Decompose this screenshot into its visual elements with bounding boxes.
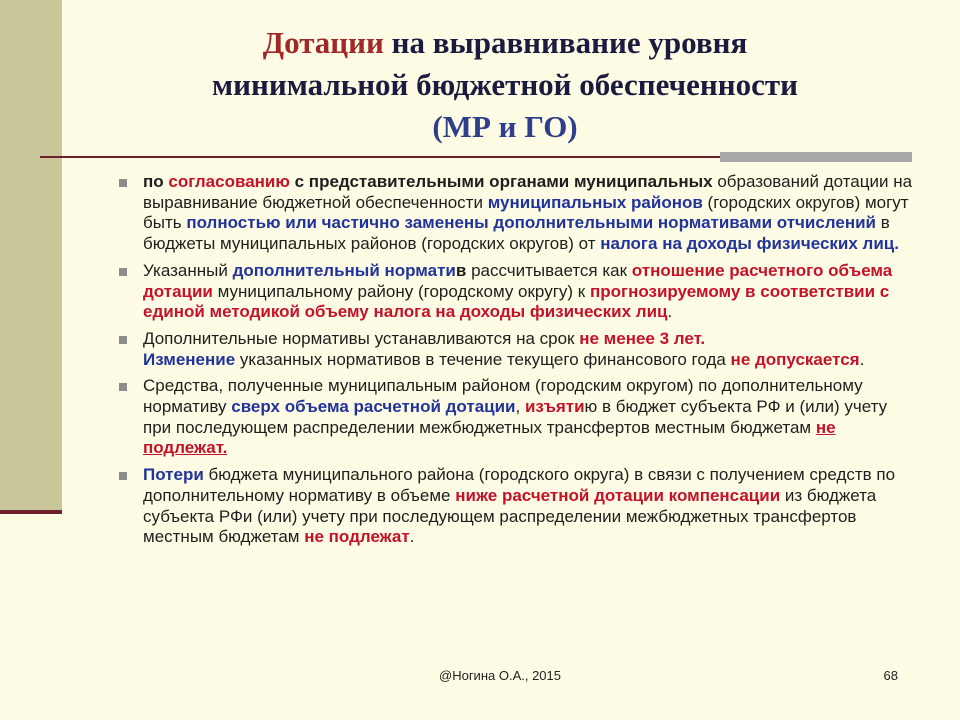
slide-title bbox=[90, 22, 920, 148]
text-fragment: ниже расчетной дотации компенсации bbox=[455, 485, 781, 505]
bullet-item bbox=[118, 329, 918, 370]
text-fragment: . bbox=[667, 302, 673, 322]
text-fragment: не допускается bbox=[730, 349, 860, 369]
text-fragment: изъяти bbox=[524, 397, 585, 417]
bullet-item bbox=[118, 465, 918, 548]
bullet-item bbox=[118, 172, 918, 255]
bullet-item bbox=[118, 376, 918, 459]
text-fragment: прогнозируемому в соответствии с единой методикой объему налога на доходы физических лиц bbox=[143, 281, 890, 322]
text-fragment: не подлежат bbox=[304, 527, 410, 547]
text-fragment: не подлежат. bbox=[143, 417, 836, 458]
text-fragment: сверх объема расчетной дотации bbox=[231, 397, 516, 417]
text-fragment: ю в бюджет субъекта РФ и (или) учету при последующем распределении межбюджетных трансфертов местным бюджетам bbox=[143, 397, 888, 437]
text-fragment: рассчитывается как bbox=[466, 260, 632, 280]
text-fragment: Потери bbox=[143, 465, 204, 485]
text-fragment: (городских округов) могут быть bbox=[143, 192, 909, 233]
text-fragment: образований дотации на выравнивание бюджетной обеспеченности bbox=[143, 172, 913, 212]
bullet-square-icon bbox=[119, 383, 127, 391]
bullet-square-icon bbox=[119, 268, 127, 276]
title-divider-accent bbox=[720, 152, 912, 162]
bullet-list bbox=[118, 172, 918, 554]
bullet-item bbox=[118, 261, 918, 323]
text-fragment: с представительными органами муниципальных bbox=[289, 172, 713, 191]
text-fragment: не менее 3 лет. bbox=[579, 328, 706, 348]
text-fragment: полностью или частично заменены дополнительными нормативами отчислений bbox=[186, 213, 876, 233]
bullet-square-icon bbox=[119, 336, 127, 344]
left-decor-bar bbox=[0, 0, 62, 514]
text-fragment: согласованию bbox=[168, 172, 290, 191]
text-fragment: Средства, полученные муниципальным районом (городским округом) по дополнительному нормативу bbox=[143, 376, 863, 417]
bullet-square-icon bbox=[119, 472, 127, 480]
footer-author: @Ногина О.А., 2015 bbox=[439, 668, 561, 683]
text-fragment: . bbox=[859, 349, 865, 369]
text-fragment: указанных нормативов в течение текущего финансового года bbox=[235, 349, 731, 369]
text-fragment: муниципальному району (городскому округу) к bbox=[212, 281, 590, 301]
title-line-1 bbox=[90, 22, 920, 64]
left-decor-line bbox=[0, 510, 62, 514]
text-fragment: муниципальных районов bbox=[487, 192, 703, 212]
text-fragment: . bbox=[409, 527, 415, 547]
text-fragment: Дополнительные нормативы устанавливаются на срок bbox=[143, 328, 580, 348]
title-line-2: минимальной бюджетной обеспеченности bbox=[212, 67, 798, 102]
text-fragment: из бюджета субъекта РФи (или) учету при последующем распределении межбюджетных трансфертов местным бюджетам bbox=[143, 485, 877, 547]
title-line-1-rest: на выравнивание уровня bbox=[383, 25, 748, 60]
text-fragment: в bbox=[455, 260, 467, 280]
text-fragment: бюджета муниципального района (городского округа) в связи с получением средств по дополнительному нормативу в объеме bbox=[143, 465, 896, 505]
text-fragment: , bbox=[515, 397, 525, 417]
text-fragment: отношение расчетного объема дотации bbox=[143, 260, 893, 301]
text-fragment: Указанный bbox=[143, 260, 233, 280]
text-fragment: дополнительный нормати bbox=[232, 260, 456, 280]
text-fragment: налога на доходы физических лиц. bbox=[600, 234, 899, 254]
title-keyword: Дотации bbox=[262, 25, 384, 60]
page-number: 68 bbox=[883, 668, 898, 683]
text-fragment: Изменение bbox=[143, 349, 236, 369]
text-fragment: в бюджеты муниципальных районов (городских округов) от bbox=[143, 213, 890, 254]
bullet-square-icon bbox=[119, 179, 127, 187]
title-line-3: (МР и ГО) bbox=[432, 109, 578, 144]
text-fragment: по bbox=[143, 172, 169, 191]
